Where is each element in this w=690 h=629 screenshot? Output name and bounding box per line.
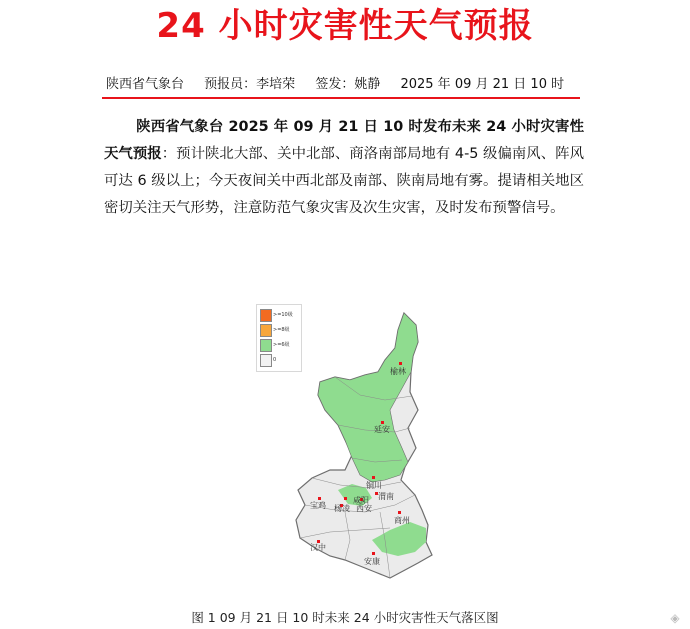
city-label-tongchuan: 铜川 — [366, 481, 382, 490]
issue-date: 2025 年 09 月 21 日 10 时 — [400, 77, 565, 92]
legend-label: >=6级 — [273, 342, 290, 348]
issuer: 签发：姚静 — [315, 77, 381, 92]
legend-label: >=8级 — [273, 327, 290, 333]
bookmark-icon: ◈ — [670, 611, 680, 625]
figure-caption: 图 1 09 月 21 日 10 时未来 24 小时灾害性天气落区图 — [191, 610, 499, 625]
legend-label: 0 — [273, 357, 277, 363]
city-label-xianyang: 咸阳 — [353, 496, 369, 505]
issuing-organization: 陕西省气象台 — [106, 77, 185, 92]
page-title: 24 小时灾害性天气预报 — [156, 6, 534, 46]
city-label-ankang: 安康 — [364, 557, 380, 566]
city-label-yulin: 榆林 — [390, 367, 406, 376]
city-label-hanzhong: 汉中 — [310, 543, 326, 552]
legend-label: >=10级 — [273, 312, 293, 318]
forecast-text: ：预计陕北大部、关中北部、商洛南部局地有 4-5 级偏南风、阵风可达 6 级以上；今天夜间关中西北部及南部、陕南局地有雾。提请相关地区密切关注天气形势，注意防范气象灾害及次生灾害，及时发布预警信号。 — [104, 146, 584, 216]
city-label-baoji: 宝鸡 — [310, 501, 326, 510]
forecast-lead: 陕西省气象台 2025 年 09 月 21 日 10 时发布未来 24 小时灾害性天气预报 — [104, 119, 584, 162]
city-label-xian: 西安 — [356, 504, 372, 513]
city-label-weinan: 渭南 — [378, 492, 394, 501]
forecaster: 预报员：李培荣 — [204, 77, 296, 92]
city-label-yanan: 延安 — [374, 425, 390, 434]
city-label-yangling: 杨凌 — [334, 504, 350, 513]
city-label-shangzhou: 商州 — [394, 516, 410, 525]
